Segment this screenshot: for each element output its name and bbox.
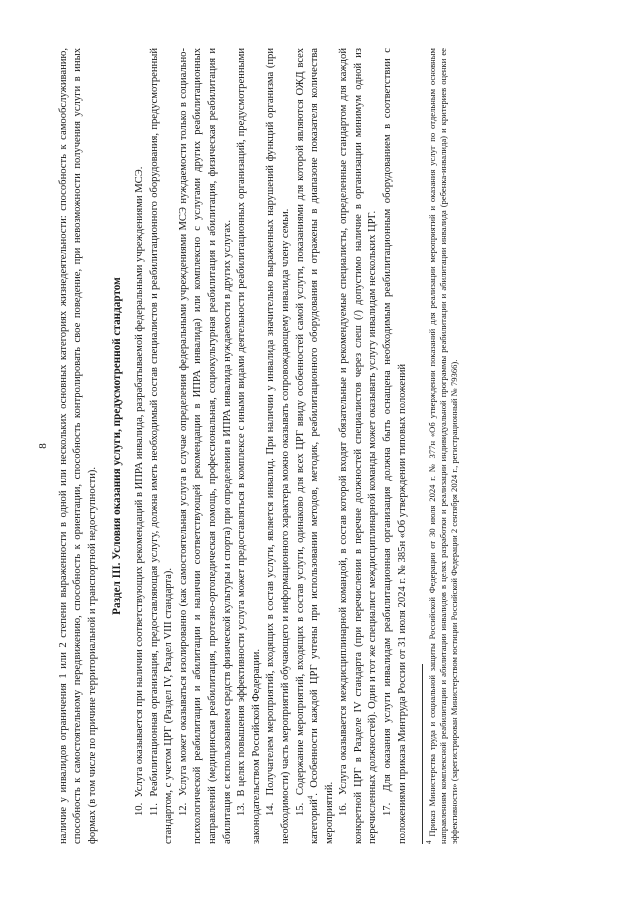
item-17: 17. Для оказания услуги инвалидам реабилитационная организация должна быть оснащена необходимым реабилитационным оборудованием в соответствии с положениями приказа Минтруда России от 31 июля 2024 г. № 385н «Об утверждении типовых положений [382,48,408,844]
item-11: 11. Реабилитационная организация, предоставляющая услугу, должна иметь необходимый состав специалистов и реабилитационного оборудования, предусмотренный стандартом, с учетом ЦРГ (Раздел IV, Раздел VIII стандарта). [148,48,175,844]
page-number: 8 [37,443,49,449]
item-14: 14. Получателем мероприятий, входящих в состав услуги, является инвалид. При наличии у инвалида значительно выраженных нарушений функций организма (при необходимости) часть мероприятий обучающего и информационного характера можно оказывать сопровождающему инвалида члену семьи. [265,48,291,844]
footnote: $^4$ Приказ Министерства труда и социальной защиты Российской Федерации от 30 июля 2024 г. № 377н «Об утверждении показаний для реализации мероприятий и оказания услуг по отдельным основным направлениям комплексной реабилитации и абилитации инвалидов в целях разработки и реализации индивидуальной программы реабилитации и абилитации инвалида (ребенка-инвалида) и критериев оценки ее эффективности» (зарегистрирован Министерством юстиции Российской Федерации 2 сентября 2024 г., регистрационный № 79366). [425,48,460,844]
item-16: 16. Услуга оказывается междисциплинарной командой, в состав которой входят обязательные и рекомендуемые специалисты, определенные стандартом для каждой конкретной ЦРГ в Разделе IV стандарта (при перечислении в перечне должностей специалистов через слеш (/) допустимо наличие в организации минимум одной из перечисленных должностей). Один и тот же специалист междисциплинарной команды может оказывать услугу инвалидам нескольких ЦРГ. [338,48,379,844]
footnote-divider [422,664,423,844]
item-10: 10. Услуга оказывается при наличии соответствующих рекомендаций в ИПРА инвалида, разрабатываемой федеральными учреждениями МСЭ. [133,166,145,816]
intro-paragraph: наличие у инвалидов ограничения 1 или 2 степени выраженности в одной или нескольких основных категориях жизнедеятельности: способность к самообслуживанию, способность к самостоятельному передвижению, способность к ориентации, способность контролировать свое поведение, при невозможности получения услуги в иных формах (в том числе по причине территориальной и транспортной недоступности). [57,48,98,844]
section-title: Раздел III. Условия оказания услуги, предусмотренной стандартом [111,277,124,615]
item-15: 15. Содержание мероприятий, входящих в состав услуги, одинаково для всех ЦРГ ввиду особенностей самой услуги, показаниями для которой являются ОЖД всех категорий$^4$. Особенности каждой ЦРГ учтены при использовании методов, методик, реабилитационного оборудования и отражены в диапазоне показателя количества мероприятий. [294,47,335,844]
item-13: 13. В целях повышения эффективности услуга может предоставляться в комплексе с иными видами деятельности реабилитационных организаций, предусмотренными законодательством Российской Федерации. [236,48,262,844]
footnote-ref: 4 [306,795,315,800]
item-12: 12. Услуга может оказываться изолированно (как самостоятельная услуга в случае определения федеральными учреждениями МСЭ нуждаемости только в социально-психологической реабилитации и абилитации и наличии соответствующей рекомендации в ИПРА инвалида) или комплексно с услугами других реабилитационных направлений (медицинская реабилитация, протезно-ортопедическая помощь, профессиональная, социокультурная реабилитация и абилитация, физическая реабилитация и абилитация с использованием средств физической культуры и спорта) при определении в ИПРА инвалида нуждаемости в других услугах. [177,47,233,844]
